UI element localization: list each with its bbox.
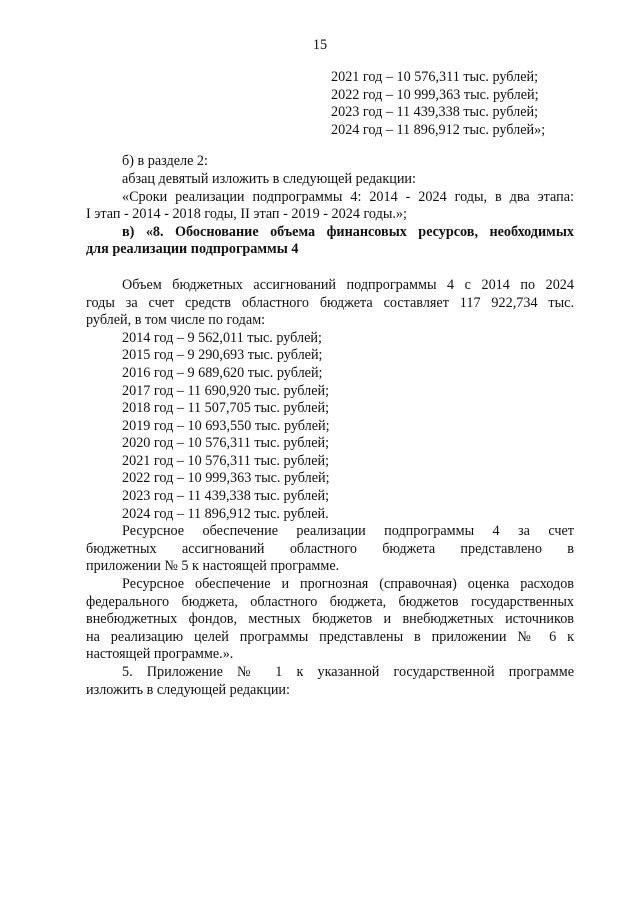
section-b xyxy=(86,153,574,223)
list-item: 2021 год – 10 576,311 тыс. рублей; xyxy=(122,452,330,469)
paragraph-line: федерального бюджета, областного бюджета, бюджетов государственных xyxy=(86,593,574,610)
list-item: 2023 год – 11 439,338 тыс. рублей; xyxy=(122,488,330,505)
paragraph-line: Объем бюджетных ассигнований подпрограммы 4 с 2014 по 2024 xyxy=(122,276,574,293)
list-item: 2022 год – 10 999,363 тыс. рублей; xyxy=(122,470,330,487)
list-item: 2023 год – 11 439,338 тыс. рублей; xyxy=(331,104,539,121)
paragraph-line: годы за счет средств областного бюджета составляет 117 922,734 тыс. xyxy=(86,294,574,311)
section-b-quote-line: I этап - 2014 - 2018 годы, II этап - 2019 - 2024 годы.»; xyxy=(86,206,407,223)
list-item: 2022 год – 10 999,363 тыс. рублей; xyxy=(331,86,539,103)
page-number: 15 xyxy=(312,37,328,53)
list-item: 2024 год – 11 896,912 тыс. рублей. xyxy=(122,505,329,522)
paragraph-line: рублей, в том числе по годам: xyxy=(86,312,266,329)
list-item: 2020 год – 10 576,311 тыс. рублей; xyxy=(122,435,330,452)
list-item: 2015 год – 9 290,693 тыс. рублей; xyxy=(122,347,323,364)
spacer xyxy=(86,259,574,277)
paragraph-line: настоящей программе.». xyxy=(86,646,234,663)
paragraph-line: приложении № 5 к настоящей программе. xyxy=(86,558,340,575)
paragraph-line: Ресурсное обеспечение и прогнозная (справочная) оценка расходов xyxy=(122,576,574,593)
paragraph-line: 5. Приложение № 1 к указанной государственной программе xyxy=(122,664,574,680)
section-b-instruction: абзац девятый изложить в следующей редакции: xyxy=(122,170,416,187)
section-b-quote-line: «Сроки реализации подпрограммы 4: 2014 - 2024 годы, в два этапа: xyxy=(122,188,574,205)
section-v-heading xyxy=(86,224,574,259)
volume-paragraph xyxy=(86,277,574,330)
paragraph-line: изложить в следующей редакции: xyxy=(86,681,290,698)
document-body xyxy=(86,69,574,699)
section-b-title: б) в разделе 2: xyxy=(122,153,208,170)
paragraph-line: Ресурсное обеспечение реализации подпрограммы 4 за счет xyxy=(122,523,574,540)
forecast-paragraph xyxy=(86,576,574,664)
list-item: 2014 год – 9 562,011 тыс. рублей; xyxy=(122,329,322,346)
section-heading-line: для реализации подпрограммы 4 xyxy=(86,241,299,258)
list-item: 2017 год – 11 690,920 тыс. рублей; xyxy=(122,382,330,399)
spacer xyxy=(86,139,574,153)
top-year-list xyxy=(86,69,574,139)
resource-paragraph xyxy=(86,523,574,576)
paragraph-line: внебюджетных фондов, местных бюджетов и внебюджетных источников xyxy=(86,611,574,628)
item-5-paragraph xyxy=(86,664,574,699)
list-item: 2021 год – 10 576,311 тыс. рублей; xyxy=(331,69,539,85)
list-item: 2019 год – 10 693,550 тыс. рублей; xyxy=(122,417,330,434)
section-heading-line: в) «8. Обоснование объема финансовых ресурсов, необходимых xyxy=(122,223,574,240)
list-item: 2016 год – 9 689,620 тыс. рублей; xyxy=(122,364,323,381)
paragraph-line: бюджетных ассигнований областного бюджета представлено в xyxy=(86,540,574,557)
list-item: 2024 год – 11 896,912 тыс. рублей»; xyxy=(331,121,546,138)
list-item: 2018 год – 11 507,705 тыс. рублей; xyxy=(122,400,330,417)
years-list xyxy=(86,330,574,524)
paragraph-line: на реализацию целей программы представлены в приложении № 6 к xyxy=(86,628,574,645)
